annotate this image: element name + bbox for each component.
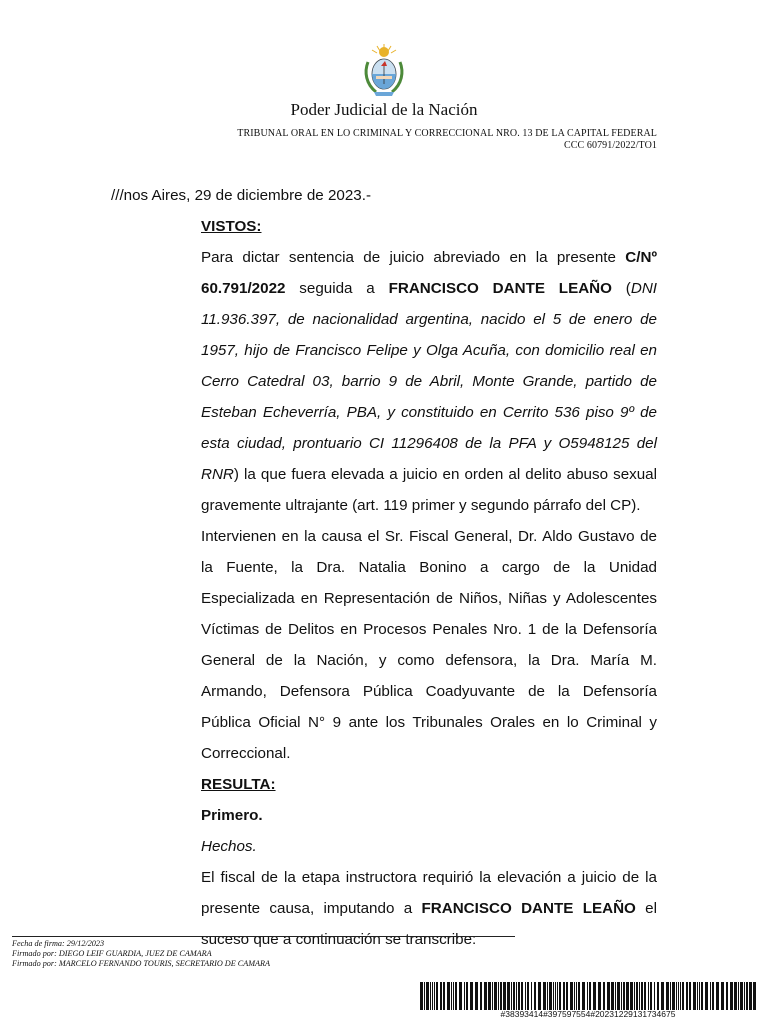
vistos-heading-line: [111, 211, 657, 242]
barcode-bar: [721, 982, 724, 1010]
vistos-heading: VISTOS:: [201, 218, 262, 235]
defendant-details: DNI 11.936.397, de nacionalidad argentina, nacido el 5 de enero de 1957, hijo de Francisco Felipe y Olga Acuña, con domicilio real en Cerro Catedral 03, barrio 9 de Abril, Monte Grande, partido de Esteban Echeverría, PBA, y constituido en Cerrito 536 piso 9º de esta ciudad, prontuario CI 11296408 de la PFA y O5948125 del RNR: [201, 280, 658, 483]
barcode-bar: [648, 982, 649, 1010]
barcode-number: #38393414#397597554#20231229131734675: [500, 1009, 676, 1019]
barcode-bar: [693, 982, 696, 1010]
barcode-bar: [559, 982, 561, 1010]
barcode-bar: [682, 982, 684, 1010]
date-line: ///nos Aires, 29 de diciembre de 2023.-: [111, 187, 372, 204]
barcode-bar: [672, 982, 675, 1010]
barcode-bar: [626, 982, 629, 1010]
barcode-bar: [557, 982, 558, 1010]
case-code: CCC 60791/2022/TO1: [563, 140, 657, 151]
barcode-bar: [451, 982, 452, 1010]
resulta-heading-line: [111, 769, 657, 800]
barcode-bar: [464, 982, 465, 1010]
barcode-bar: [521, 982, 523, 1010]
barcode-bar: [538, 982, 541, 1010]
barcode-bar: [531, 982, 532, 1010]
barcode-bar: [503, 982, 506, 1010]
text-span: El fiscal de la etapa instructora requirió la elevación a juicio de la presente causa, imputando a: [201, 869, 657, 917]
barcode-bar: [576, 982, 577, 1010]
resulta-heading: RESULTA:: [201, 776, 276, 793]
barcode-bar: [611, 982, 614, 1010]
argentina-coat-of-arms-icon: [362, 42, 406, 98]
paragraph-vistos: [111, 242, 657, 521]
barcode-bar: [498, 982, 499, 1010]
barcode-bar: [440, 982, 442, 1010]
barcode-bar: [607, 982, 610, 1010]
barcode-bar: [543, 982, 546, 1010]
barcode-bar: [623, 982, 625, 1010]
barcode-bar: [630, 982, 633, 1010]
defendant-name: FRANCISCO DANTE LEAÑO: [388, 280, 612, 297]
barcode-bar: [746, 982, 748, 1010]
barcode-bar: [749, 982, 752, 1010]
barcode-bar: [654, 982, 655, 1010]
barcode-bar: [475, 982, 478, 1010]
barcode-bar: [639, 982, 640, 1010]
barcode-bar: [589, 982, 591, 1010]
barcode-bar: [726, 982, 728, 1010]
hechos-heading: Hechos.: [201, 838, 257, 855]
barcode-bar: [455, 982, 457, 1010]
barcode-bar: [494, 982, 497, 1010]
barcode-bar: [480, 982, 482, 1010]
barcode-bar: [670, 982, 671, 1010]
barcode-bar: [549, 982, 552, 1010]
barcode-bar: [563, 982, 565, 1010]
barcode: [418, 982, 758, 1010]
barcode-bar: [434, 982, 435, 1010]
barcode-bar: [697, 982, 698, 1010]
barcode-bar: [516, 982, 517, 1010]
barcode-bar: [432, 982, 433, 1010]
barcode-bar: [644, 982, 646, 1010]
barcode-bar: [587, 982, 588, 1010]
barcode-bar: [466, 982, 468, 1010]
barcode-bar: [518, 982, 520, 1010]
document-body: [111, 180, 657, 955]
barcode-bar: [578, 982, 580, 1010]
barcode-bar: [507, 982, 510, 1010]
barcode-bar: [676, 982, 677, 1010]
barcode-bar: [712, 982, 714, 1010]
barcode-bar: [699, 982, 700, 1010]
signed-by-secretary: Firmado por: MARCELO FERNANDO TOURIS, SECRETARIO DE CAMARA: [12, 959, 271, 968]
signed-by-judge: Firmado por: DIEGO LEIF GUARDIA, JUEZ DE CAMARA: [12, 949, 212, 958]
signature-date: Fecha de firma: 29/12/2023: [12, 939, 105, 948]
barcode-bar: [678, 982, 679, 1010]
barcode-bar: [525, 982, 526, 1010]
text-span: ) la que fuera elevada a juicio en orden al delito abuso sexual gravemente ultrajante (art. 119 primer y segundo párrafo del CP).: [201, 466, 657, 514]
barcode-bar: [484, 982, 487, 1010]
barcode-bar: [470, 982, 473, 1010]
barcode-bar: [426, 982, 429, 1010]
barcode-bar: [443, 982, 445, 1010]
paragraph-intervienen: Intervienen en la causa el Sr. Fiscal General, Dr. Aldo Gustavo de la Fuente, la Dra. Natalia Bonino a cargo de la Unidad Especializada en Representación de Niños, Niñas y Adolescentes Víctimas de Delitos en Procesos Penales Nro. 1 de la Defensoría General de la Nación, y como defensora, la Dra. María M. Armando, Defensora Pública Coadyuvante de la Defensoría Pública Oficial N° 9 ante los Tribunales Orales en lo Criminal y Correccional.: [201, 528, 657, 762]
barcode-bar: [492, 982, 493, 1010]
barcode-bar: [430, 982, 431, 1010]
defendant-name: FRANCISCO DANTE LEAÑO: [421, 900, 636, 917]
barcode-bar: [459, 982, 462, 1010]
barcode-bar: [527, 982, 529, 1010]
barcode-bar: [447, 982, 450, 1010]
tribunal-line: TRIBUNAL ORAL EN LO CRIMINAL Y CORRECCIONAL NRO. 13 DE LA CAPITAL FEDERAL: [237, 128, 657, 139]
barcode-bar: [488, 982, 491, 1010]
barcode-bar: [534, 982, 536, 1010]
barcode-bar: [634, 982, 635, 1010]
barcode-bar: [511, 982, 512, 1010]
barcode-bar: [621, 982, 622, 1010]
barcode-bar: [710, 982, 711, 1010]
barcode-bar: [753, 982, 756, 1010]
barcode-bar: [657, 982, 659, 1010]
barcode-bar: [641, 982, 643, 1010]
case-reference: C/Nº 60.791/2022: [201, 249, 657, 297]
barcode-bar: [424, 982, 425, 1010]
signature-block: [12, 939, 270, 969]
text-span: (: [611, 280, 631, 297]
tribunal-header: [237, 128, 657, 152]
barcode-bar: [686, 982, 688, 1010]
barcode-bar: [553, 982, 554, 1010]
text-span: el suceso que a continuación se transcribe:: [201, 900, 657, 948]
barcode-bar: [598, 982, 601, 1010]
barcode-bar: [740, 982, 743, 1010]
barcode-bar: [666, 982, 669, 1010]
barcode-bar: [617, 982, 620, 1010]
barcode-bar: [730, 982, 733, 1010]
text-span: Para dictar sentencia de juicio abreviado en la presente: [201, 249, 626, 266]
court-name: Poder Judicial de la Nación: [290, 100, 478, 119]
primero-heading: Primero.: [201, 807, 263, 824]
barcode-bar: [566, 982, 568, 1010]
barcode-bar: [701, 982, 703, 1010]
barcode-bar: [716, 982, 719, 1010]
barcode-bar: [420, 982, 423, 1010]
barcode-bar: [574, 982, 575, 1010]
barcode-bar: [705, 982, 708, 1010]
barcode-bar: [636, 982, 638, 1010]
barcode-bar: [744, 982, 745, 1010]
barcode-bar: [453, 982, 454, 1010]
barcode-bar: [650, 982, 652, 1010]
barcode-bar: [436, 982, 438, 1010]
barcode-bar: [555, 982, 556, 1010]
barcode-bar: [680, 982, 681, 1010]
barcode-bar: [603, 982, 605, 1010]
barcode-bar: [570, 982, 573, 1010]
text-span: seguida a: [285, 280, 389, 297]
barcode-bar: [615, 982, 616, 1010]
barcode-bar: [661, 982, 664, 1010]
barcode-bar: [734, 982, 737, 1010]
barcode-bar: [500, 982, 502, 1010]
footer-divider: [12, 936, 515, 937]
barcode-bar: [738, 982, 739, 1010]
barcode-bar: [593, 982, 596, 1010]
barcode-bar: [513, 982, 515, 1010]
barcode-bar: [547, 982, 548, 1010]
barcode-bar: [582, 982, 585, 1010]
barcode-bar: [689, 982, 691, 1010]
